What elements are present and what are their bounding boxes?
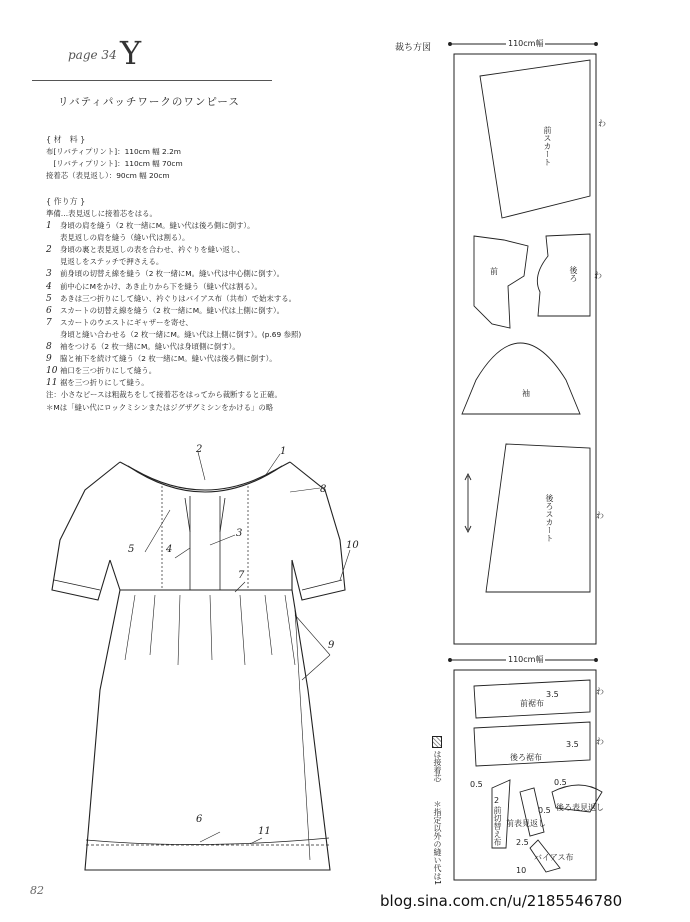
- prep-line: 準備…表見返しに接着芯をはる。: [46, 209, 157, 218]
- step-line: 6 スカートの切替え線を縫う（2 枚一緒にM。縫い代は上側に倒す）。: [46, 305, 285, 316]
- piece-front-hem: 前裾布: [520, 699, 544, 708]
- callout-3: 3: [236, 528, 243, 539]
- note-line: ＊Mは「縫い代にロックミシンまたはジグザグミシンをかける」の略: [46, 402, 274, 412]
- step-line: 2 身頃の裏と表見返しの表を合わせ、衿ぐりを縫い返し、: [46, 245, 245, 256]
- seam-allowance: 0.5: [470, 780, 483, 789]
- callout-2: 2: [196, 444, 203, 455]
- step-line: 5 あきは三つ折りにして縫い、衿ぐりはバイアス布（共布）で始末する。: [46, 293, 296, 304]
- interfacing-swatch: [432, 736, 442, 748]
- seam-allowance: 2.5: [516, 838, 529, 847]
- instructions-list: [46, 208, 301, 414]
- seam-allowance: 3.5: [566, 740, 579, 749]
- fabric-width-label-2: 110cm幅: [508, 655, 544, 664]
- callout-1: 1: [280, 446, 287, 457]
- cutting-diagram-small: [440, 652, 610, 882]
- materials-heading: { 材 料 }: [46, 135, 86, 144]
- step-line: 10 袖口を三つ折りにして縫う。: [46, 366, 157, 377]
- step-line: 身頃と縫い合わせる（2 枚一緒にM。縫い代は上側に倒す）。(p.69 参照): [60, 329, 302, 339]
- callout-9: 9: [328, 640, 335, 651]
- step-line: 3 前身頃の切替え線を縫う（2 枚一緒にM。縫い代は中心側に倒す）。: [46, 269, 285, 280]
- piece-back-facing: 後ろ表見返し: [556, 803, 604, 812]
- piece-back-hem: 後ろ裾布: [510, 753, 542, 762]
- seam-allowance: 3.5: [546, 690, 559, 699]
- callout-7: 7: [238, 570, 245, 581]
- seam-allowance: 10: [516, 866, 527, 875]
- fabric-width-label: 110cm幅: [508, 39, 544, 48]
- piece-bias: バイアス布: [534, 853, 574, 862]
- step-line: 9 脇と袖下を続けて縫う（2 枚一緒にM。縫い代は後ろ側に倒す）。: [46, 354, 277, 365]
- callout-8: 8: [320, 484, 327, 495]
- callout-11: 11: [258, 826, 271, 837]
- legend-seam-note: ＊指定以外の縫い代は1: [433, 800, 442, 886]
- callout-4: 4: [166, 544, 173, 555]
- piece-back: 後ろ: [569, 266, 578, 282]
- callout-10: 10: [346, 540, 359, 551]
- piece-front-facing: 前表見返し: [506, 819, 546, 828]
- piece-sleeve: 袖: [522, 389, 530, 398]
- fold-mark: わ: [598, 119, 606, 128]
- fold-mark: わ: [596, 687, 604, 696]
- fold-mark: わ: [596, 511, 604, 520]
- callout-6: 6: [196, 814, 203, 825]
- watermark: blog.sina.com.cn/u/2185546780: [380, 892, 623, 910]
- seam-allowance: 0.5: [554, 778, 567, 787]
- materials-line: 布[リバティプリント]：110cm 幅 2.2m: [46, 147, 181, 156]
- callout-5: 5: [128, 544, 135, 555]
- instructions-heading: { 作り方 }: [46, 197, 86, 206]
- step-line: 7 スカートのウエストにギャザーを寄せ、: [46, 317, 193, 328]
- piece-front-panel: 前切替え布: [493, 806, 502, 846]
- pattern-title: リバティパッチワークのワンピース: [58, 96, 240, 108]
- step-line: 見返しをステッチで押さえる。: [60, 257, 164, 267]
- cutting-title: 裁ち方図: [395, 43, 432, 53]
- note-line: 注：小さなピースは粗裁ちをして接着芯をはってから裁断すると正確。: [46, 390, 282, 400]
- piece-front: 前: [490, 267, 498, 276]
- step-line: 11 裾を三つ折りにして縫う。: [46, 378, 149, 389]
- page-number: 82: [30, 884, 44, 897]
- step-line: 1 身頃の肩を縫う（2 枚一緒にM。縫い代は後ろ側に倒す）。: [46, 221, 255, 232]
- cutting-diagram-main: [440, 36, 610, 646]
- materials-line: 接着芯（表見返し）：90cm 幅 20cm: [46, 171, 170, 181]
- fold-mark: わ: [596, 737, 604, 746]
- seam-allowance: 0.5: [538, 806, 551, 815]
- materials-line: [リバティプリント]：110cm 幅 70cm: [46, 159, 183, 169]
- piece-back-skirt: 後ろスカート: [545, 494, 554, 542]
- model-letter: Y: [120, 34, 142, 72]
- page-reference: page 34: [68, 48, 117, 62]
- seam-allowance: 2: [494, 796, 500, 805]
- materials-list: [46, 146, 183, 182]
- title-rule: [32, 80, 272, 81]
- piece-front-skirt: 前スカート: [543, 126, 552, 166]
- fold-mark: わ: [594, 271, 602, 280]
- step-line: 表見返しの肩を縫う（縫い代は割る）。: [60, 233, 190, 243]
- step-line: 4 前中心にMをかけ、あき止りから下を縫う（縫い代は割る）。: [46, 281, 262, 292]
- step-line: 8 袖をつける（2 枚一緒にM。縫い代は身頃側に倒す）。: [46, 342, 240, 353]
- legend-interfacing: は接着芯: [433, 750, 442, 782]
